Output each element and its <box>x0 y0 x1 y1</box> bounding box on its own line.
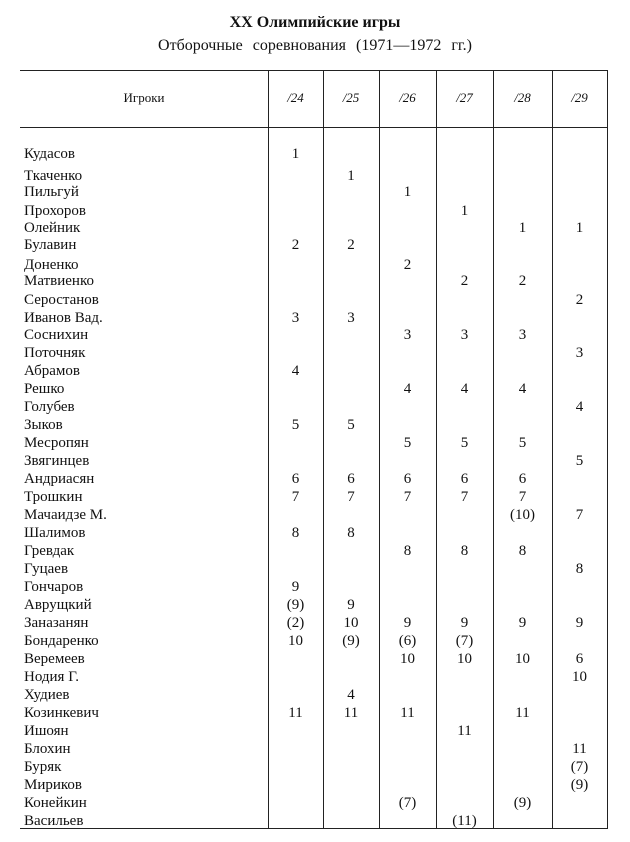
table-cell: 7 <box>460 489 469 505</box>
table-cell: 1 <box>575 220 584 236</box>
player-name: Матвиенко <box>24 273 94 289</box>
table-cell: 8 <box>347 525 355 541</box>
table-cell: 11 <box>515 705 530 721</box>
player-name: Буряк <box>24 759 62 775</box>
table-cell: 1 <box>291 146 300 162</box>
table-cell: 5 <box>518 435 527 451</box>
player-name: Андриасян <box>24 471 95 487</box>
player-name: Шалимов <box>24 525 86 541</box>
header-column: /26 <box>399 90 416 105</box>
page-title: XX Олимпийские игры <box>229 14 401 31</box>
player-name: Ткаченко <box>24 168 83 184</box>
table-cell: 1 <box>518 220 527 236</box>
table-cell: 2 <box>347 237 355 253</box>
player-name: Блохин <box>24 741 71 757</box>
table-cell: 8 <box>575 561 584 577</box>
player-name: Зыков <box>24 417 63 433</box>
table-cell: 11 <box>572 741 587 757</box>
table-cell: (9) <box>286 597 305 613</box>
table-cell: 7 <box>347 489 355 505</box>
player-name: Козинкевич <box>24 705 99 721</box>
table-cell: 5 <box>291 417 300 433</box>
table-cell: 6 <box>575 651 584 667</box>
table-cell: 9 <box>291 579 300 595</box>
table-cell: 2 <box>460 273 469 289</box>
table-cell: 11 <box>288 705 303 721</box>
player-name: Голубев <box>24 399 75 415</box>
player-name: Нодия Г. <box>24 669 79 685</box>
table-cell: 8 <box>403 543 412 559</box>
player-name: Булавин <box>24 237 77 253</box>
player-name: Гончаров <box>24 579 84 595</box>
table-cell: (7) <box>398 795 417 811</box>
player-name: Гревдак <box>24 543 75 559</box>
table-cell: 10 <box>457 651 472 667</box>
table-cell: 2 <box>575 292 584 308</box>
table-cell: 10 <box>400 651 415 667</box>
table-cell: (9) <box>513 795 532 811</box>
table-cell: (9) <box>342 633 360 649</box>
player-name: Доненко <box>24 257 79 273</box>
table-cell: 6 <box>291 471 300 487</box>
header-column: /25 <box>342 90 360 105</box>
player-name: Месропян <box>24 435 89 451</box>
table-cell: 5 <box>403 435 412 451</box>
table-cell: 5 <box>460 435 469 451</box>
header-column: /24 <box>287 90 304 105</box>
table-cell: 5 <box>347 417 355 433</box>
table-cell: 1 <box>403 184 412 200</box>
player-name: Гуцаев <box>24 561 69 577</box>
table-cell: 2 <box>518 273 527 289</box>
table-cell: 7 <box>518 489 527 505</box>
player-name: Аврущкий <box>24 597 92 613</box>
player-name: Трошкин <box>24 489 83 505</box>
header-players: Игроки <box>123 90 165 105</box>
table-cell: 4 <box>347 687 355 703</box>
table-cell: 7 <box>403 489 412 505</box>
player-name: Бондаренко <box>24 633 99 649</box>
table-cell: 11 <box>343 705 359 721</box>
table-top-rule <box>20 70 607 71</box>
player-name: Мириков <box>24 777 83 793</box>
table-cell: 2 <box>403 257 412 273</box>
player-name: Поточняк <box>24 345 86 361</box>
table-cell: 6 <box>460 471 469 487</box>
player-name: Ишоян <box>24 723 69 739</box>
player-name: Конейкин <box>24 795 87 811</box>
player-name: Решко <box>24 381 65 397</box>
table-cell: 5 <box>575 453 584 469</box>
table-cell: 8 <box>518 543 527 559</box>
table-cell: 4 <box>518 381 527 397</box>
table-cell: 3 <box>518 327 527 343</box>
player-name: Заназанян <box>24 615 89 631</box>
player-name: Олейник <box>24 220 81 236</box>
player-name: Прохоров <box>24 203 86 219</box>
table-cell: 7 <box>575 507 584 523</box>
table-cell: 9 <box>403 615 412 631</box>
table-cell: (10) <box>510 507 535 523</box>
table-cell: 4 <box>291 363 300 379</box>
table-cell: 10 <box>288 633 303 649</box>
table-cell: 4 <box>460 381 469 397</box>
player-name: Серостанов <box>24 292 99 308</box>
table-cell: 3 <box>575 345 584 361</box>
table-cell: 7 <box>291 489 300 505</box>
header-column: /29 <box>571 90 588 105</box>
table-cell: (2) <box>286 615 305 631</box>
column-divider <box>607 70 608 829</box>
table-cell: 10 <box>572 669 587 685</box>
player-name: Васильев <box>24 813 84 829</box>
player-name: Мачаидзе М. <box>24 507 107 523</box>
player-name: Веремеев <box>24 651 85 667</box>
table-cell: 11 <box>400 705 415 721</box>
table-cell: 9 <box>347 597 355 613</box>
table-cell: (9) <box>570 777 589 793</box>
table-cell: 3 <box>291 310 300 326</box>
table-cell: (7) <box>455 633 474 649</box>
table-cell: 6 <box>403 471 412 487</box>
table-cell: 2 <box>291 237 300 253</box>
table-cell: 9 <box>575 615 584 631</box>
table-cell: 8 <box>291 525 300 541</box>
table-cell: 3 <box>403 327 412 343</box>
player-name: Абрамов <box>24 363 80 379</box>
player-name: Худиев <box>24 687 70 703</box>
header-column: /27 <box>456 90 473 105</box>
table-cell: 3 <box>460 327 469 343</box>
table-cell: 10 <box>515 651 530 667</box>
page-subtitle: Отборочные соревнования (1971—1972 гг.) <box>158 37 472 54</box>
table-bottom-rule <box>20 828 607 829</box>
table-cell: (11) <box>452 813 477 829</box>
table-cell: 6 <box>347 471 355 487</box>
table-cell: 1 <box>460 203 469 219</box>
player-name: Звягинцев <box>24 453 90 469</box>
table-header-rule <box>20 127 607 128</box>
player-name: Кудасов <box>24 146 75 162</box>
table-cell: 9 <box>460 615 469 631</box>
player-name: Соснихин <box>24 327 89 343</box>
table-cell: 11 <box>457 723 472 739</box>
table-cell: (6) <box>398 633 417 649</box>
header-column: /28 <box>514 90 531 105</box>
table-cell: 1 <box>347 168 355 184</box>
table-cell: (7) <box>570 759 589 775</box>
column-divider <box>552 70 553 829</box>
player-name: Иванов Вад. <box>24 310 103 326</box>
table-cell: 9 <box>518 615 527 631</box>
table-cell: 3 <box>347 310 355 326</box>
table-cell: 4 <box>575 399 584 415</box>
table-cell: 8 <box>460 543 469 559</box>
table-cell: 4 <box>403 381 412 397</box>
player-name: Пильгуй <box>24 184 79 200</box>
table-cell: 6 <box>518 471 527 487</box>
table-cell: 10 <box>343 615 359 631</box>
